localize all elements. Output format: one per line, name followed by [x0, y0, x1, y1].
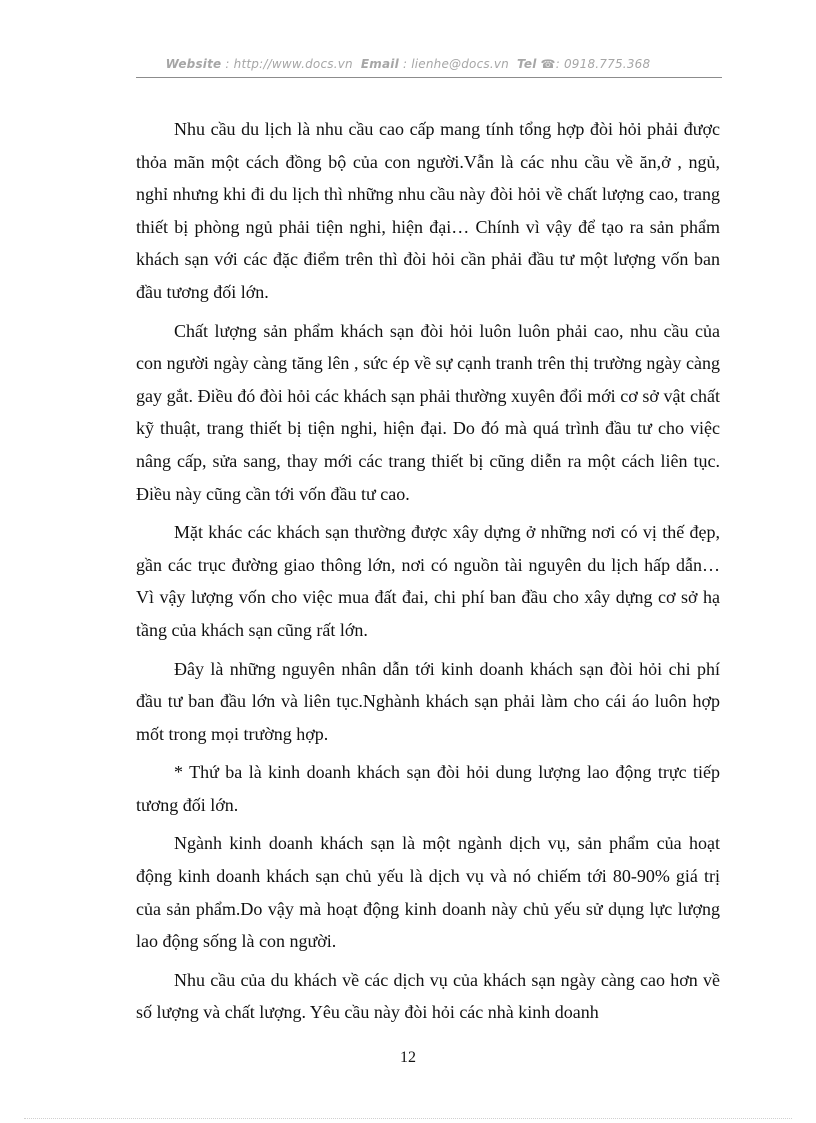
- website-value: : http://www.docs.vn: [225, 57, 353, 71]
- paragraph-3: Mặt khác các khách sạn thường được xây dựng ở những nơi có vị thế đẹp, gần các trục đường giao thông lớn, nơi có nguồn tài nguyên du lịch hấp dẫn… Vì vậy lượng vốn cho việc mua đất đai, chi phí ban đầu cho xây dựng cơ sở hạ tầng của khách sạn cũng rất lớn.: [136, 522, 720, 640]
- page-header: [0, 57, 816, 71]
- paragraph-4: Đây là những nguyên nhân dẫn tới kinh doanh khách sạn đòi hỏi chi phí đầu tư ban đầu lớn và liên tục.Nghành khách sạn phải làm cho cái áo luôn hợp mốt trong mọi trường hợp.: [136, 658, 720, 744]
- paragraph-2: Chất lượng sản phẩm khách sạn đòi hỏi luôn luôn phải cao, nhu cầu của con người ngày càng tăng lên , sức ép về sự cạnh tranh trên thị trường ngày càng gay gắt. Điều đó đòi hỏi các khách sạn phải thường xuyên đổi mới cơ sở vật chất kỹ thuật, trang thiết bị tiện nghi, hiện đại. Do đó mà quá trình đầu tư cho việc nâng cấp, sửa sang, thay mới các trang thiết bị cũng diễn ra một cách liên tục. Điều này cũng cần tới vốn đầu tư cao.: [136, 320, 720, 504]
- paragraph-5: * Thứ ba là kinh doanh khách sạn đòi hỏi dung lượng lao động trực tiếp tương đối lớn.: [136, 762, 720, 815]
- paragraph-7: Nhu cầu của du khách về các dịch vụ của khách sạn ngày càng cao hơn về số lượng và chất lượng. Yêu cầu này đòi hỏi các nhà kinh doanh: [136, 969, 720, 1023]
- email-label: Email: [360, 57, 399, 71]
- page-bottom-border: [24, 1118, 792, 1119]
- tel-label: Tel: [517, 57, 537, 71]
- tel-value: : 0918.775.368: [555, 57, 651, 71]
- document-body: [136, 113, 720, 1035]
- header-rule: [136, 77, 722, 78]
- phone-icon: ☎: [540, 57, 556, 71]
- paragraph-6: Ngành kinh doanh khách sạn là một ngành dịch vụ, sản phẩm của hoạt động kinh doanh khách sạn chủ yếu là dịch vụ và nó chiếm tới 80-90% giá trị của sản phẩm.Do vậy mà hoạt động kinh doanh này chủ yếu sử dụng lực lượng lao động sống là con người.: [136, 833, 720, 952]
- paragraph-1: Nhu cầu du lịch là nhu cầu cao cấp mang tính tổng hợp đòi hỏi phải được thỏa mãn một cách đồng bộ của con người.Vẫn là các nhu cầu về ăn,ở , ngủ, nghỉ nhưng khi đi du lịch thì những nhu cầu này đòi hỏi về chất lượng cao, trang thiết bị phòng ngủ phải tiện nghi, hiện đại… Chính vì vậy để tạo ra sản phẩm khách sạn với các đặc điểm trên thì đòi hỏi cần phải đầu tư một lượng vốn ban đầu tương đối lớn.: [136, 119, 720, 302]
- email-value: : lienhe@docs.vn: [402, 57, 509, 71]
- page-number: 12: [400, 1049, 416, 1066]
- website-label: Website: [165, 57, 222, 71]
